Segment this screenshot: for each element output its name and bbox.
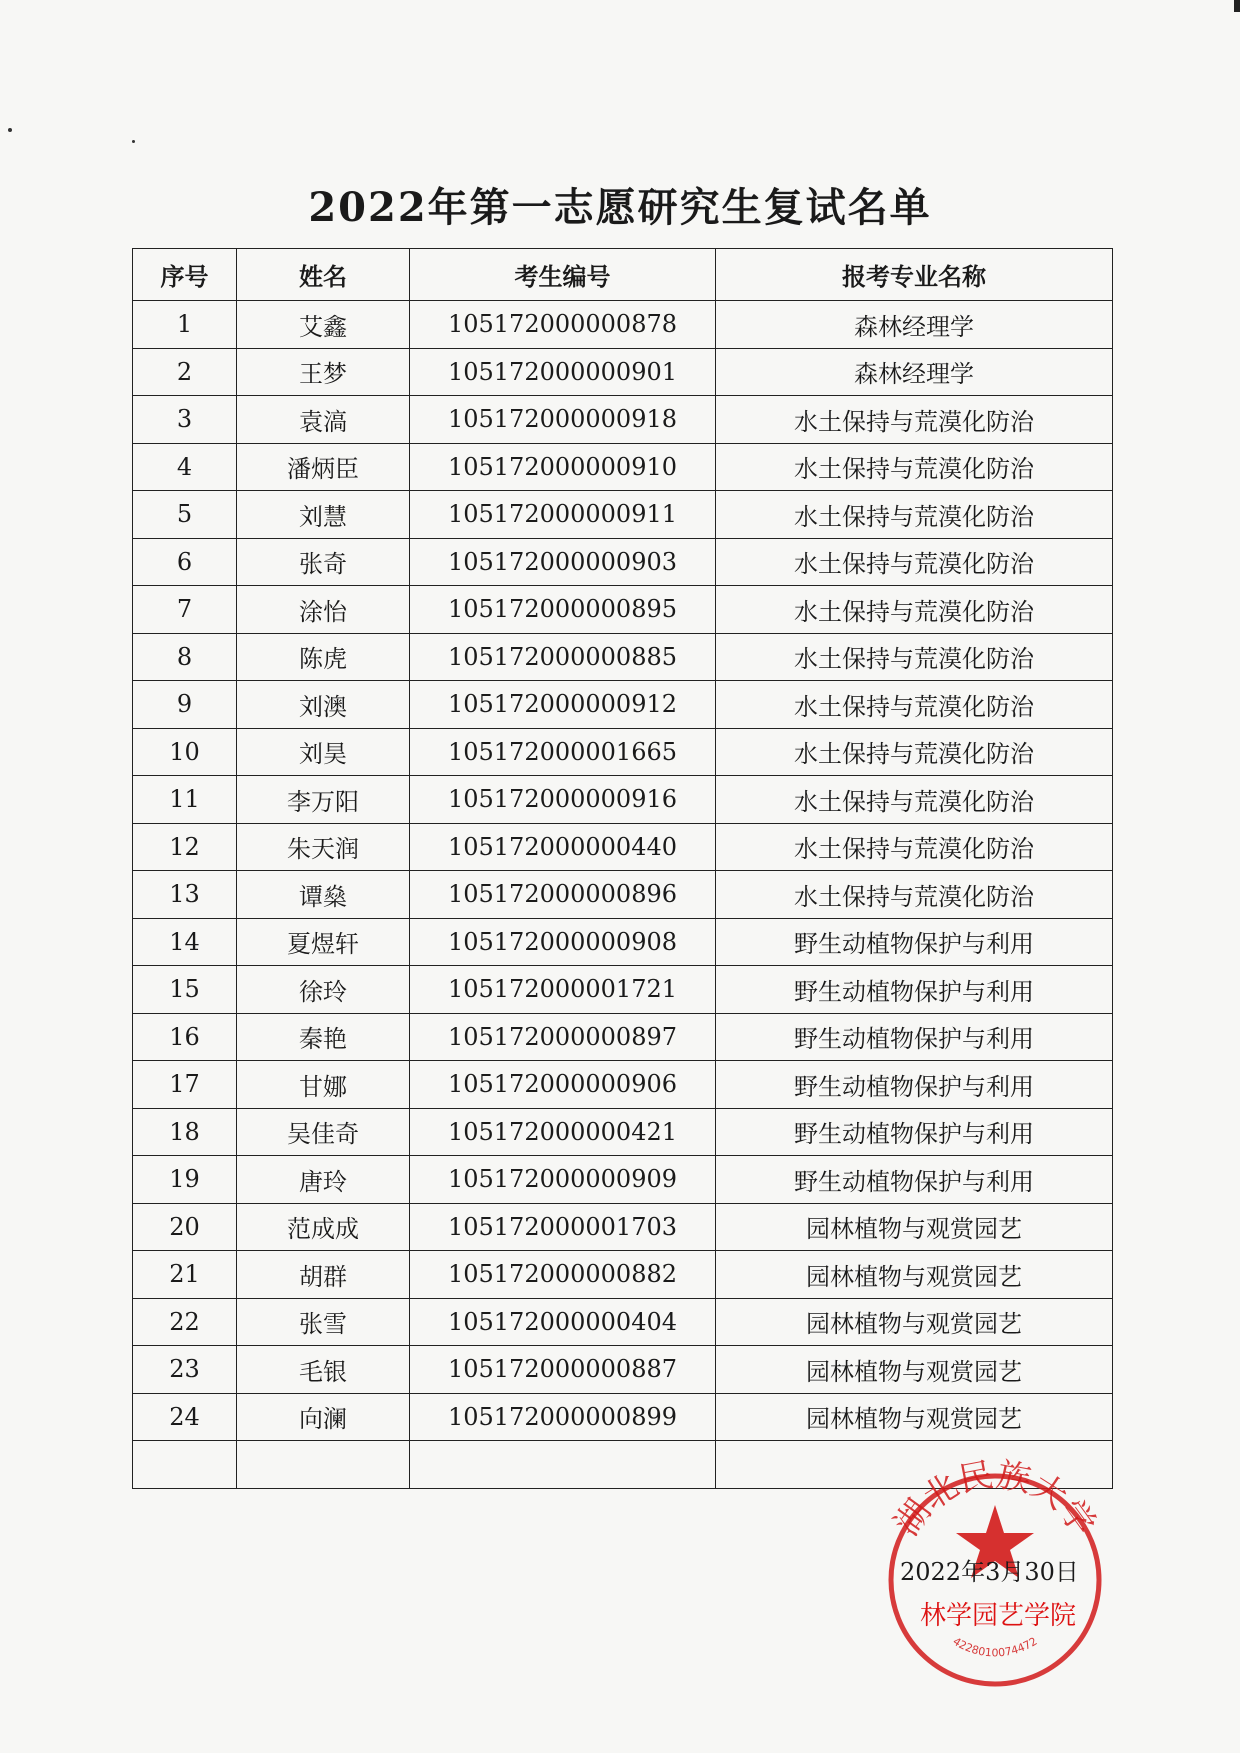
cell-exam-id: 105172000000878: [410, 301, 716, 349]
cell-major: 野生动植物保护与利用: [716, 1013, 1113, 1061]
cell-name: 陈虎: [237, 633, 410, 681]
stamp-serial: 4228010074472: [950, 1634, 1040, 1660]
table-row: [133, 871, 1113, 919]
table-row: [133, 728, 1113, 776]
header-major: 报考专业名称: [716, 249, 1113, 301]
cell-major: 水土保持与荒漠化防治: [716, 396, 1113, 444]
cell-name: 张雪: [237, 1298, 410, 1346]
cell-exam-id: 105172000000911: [410, 491, 716, 539]
cell-serial: 5: [133, 491, 237, 539]
cell-name: 潘炳臣: [237, 443, 410, 491]
cell-serial: 11: [133, 776, 237, 824]
cell-major: 水土保持与荒漠化防治: [716, 681, 1113, 729]
cell-name: 范成成: [237, 1203, 410, 1251]
table-row: [133, 348, 1113, 396]
cell-serial: 14: [133, 918, 237, 966]
cell-major: 园林植物与观赏园艺: [716, 1346, 1113, 1394]
cell-name: 谭燊: [237, 871, 410, 919]
cell-name: 毛银: [237, 1346, 410, 1394]
cell-exam-id: 105172000000882: [410, 1251, 716, 1299]
cell-serial: 24: [133, 1393, 237, 1441]
table-row: [133, 586, 1113, 634]
cell-serial: 13: [133, 871, 237, 919]
table-row: [133, 1108, 1113, 1156]
cell-serial: 22: [133, 1298, 237, 1346]
cell-major: 野生动植物保护与利用: [716, 1108, 1113, 1156]
table-row: [133, 443, 1113, 491]
cell-name: 刘澳: [237, 681, 410, 729]
cell-name: [237, 1441, 410, 1489]
table-row: [133, 633, 1113, 681]
cell-major: 园林植物与观赏园艺: [716, 1298, 1113, 1346]
cell-name: 王梦: [237, 348, 410, 396]
table-row: [133, 1346, 1113, 1394]
cell-name: 张奇: [237, 538, 410, 586]
cell-major: 水土保持与荒漠化防治: [716, 776, 1113, 824]
table-row: [133, 776, 1113, 824]
cell-major: 水土保持与荒漠化防治: [716, 633, 1113, 681]
cell-major: 园林植物与观赏园艺: [716, 1251, 1113, 1299]
header-serial: 序号: [133, 249, 237, 301]
cell-name: 秦艳: [237, 1013, 410, 1061]
cell-serial: 16: [133, 1013, 237, 1061]
cell-exam-id: 105172000000887: [410, 1346, 716, 1394]
table-row: [133, 1013, 1113, 1061]
table-header-row: [133, 249, 1113, 301]
cell-exam-id: 105172000000906: [410, 1061, 716, 1109]
cell-serial: 23: [133, 1346, 237, 1394]
cell-exam-id: 105172000000440: [410, 823, 716, 871]
table-row: [133, 301, 1113, 349]
cell-serial: 6: [133, 538, 237, 586]
cell-exam-id: 105172000000908: [410, 918, 716, 966]
cell-major: 森林经理学: [716, 301, 1113, 349]
cell-name: 甘娜: [237, 1061, 410, 1109]
cell-exam-id: 105172000000899: [410, 1393, 716, 1441]
department-name: 林学园艺学院: [920, 1601, 1077, 1631]
cell-name: 涂怡: [237, 586, 410, 634]
cell-serial: 9: [133, 681, 237, 729]
cell-exam-id: 105172000000895: [410, 586, 716, 634]
cell-major: 水土保持与荒漠化防治: [716, 538, 1113, 586]
cell-exam-id: 105172000001721: [410, 966, 716, 1014]
cell-serial: 3: [133, 396, 237, 444]
cell-major: 野生动植物保护与利用: [716, 918, 1113, 966]
cell-exam-id: [410, 1441, 716, 1489]
cell-major: 水土保持与荒漠化防治: [716, 586, 1113, 634]
table-row: [133, 1061, 1113, 1109]
cell-name: 夏煜轩: [237, 918, 410, 966]
cell-serial: 17: [133, 1061, 237, 1109]
table-row: [133, 681, 1113, 729]
table-row: [133, 1393, 1113, 1441]
cell-name: 刘昊: [237, 728, 410, 776]
table-row: [133, 396, 1113, 444]
cell-major: 森林经理学: [716, 348, 1113, 396]
header-exam-id: 考生编号: [410, 249, 716, 301]
cell-exam-id: 105172000000897: [410, 1013, 716, 1061]
table-row: [133, 1156, 1113, 1204]
cell-serial: 12: [133, 823, 237, 871]
cell-major: 园林植物与观赏园艺: [716, 1393, 1113, 1441]
cell-exam-id: 105172000000404: [410, 1298, 716, 1346]
cell-serial: 2: [133, 348, 237, 396]
cell-serial: 15: [133, 966, 237, 1014]
cell-major: 园林植物与观赏园艺: [716, 1203, 1113, 1251]
cell-name: 刘慧: [237, 491, 410, 539]
stamp-arc-text: 湖北民族大学: [886, 1454, 1104, 1544]
svg-text:4228010074472: [951, 1635, 1040, 1660]
table-row: [133, 918, 1113, 966]
cell-major: 水土保持与荒漠化防治: [716, 491, 1113, 539]
cell-exam-id: 105172000001665: [410, 728, 716, 776]
cell-serial: 10: [133, 728, 237, 776]
cell-name: 徐玲: [237, 966, 410, 1014]
cell-exam-id: 105172000000885: [410, 633, 716, 681]
cell-exam-id: 105172000000421: [410, 1108, 716, 1156]
cell-serial: 8: [133, 633, 237, 681]
cell-exam-id: 105172000000910: [410, 443, 716, 491]
table-row: [133, 966, 1113, 1014]
scan-speck: [8, 128, 12, 132]
table-row: [133, 1251, 1113, 1299]
table-row: [133, 823, 1113, 871]
cell-exam-id: 105172000001703: [410, 1203, 716, 1251]
table-row: [133, 491, 1113, 539]
cell-serial: 1: [133, 301, 237, 349]
cell-exam-id: 105172000000901: [410, 348, 716, 396]
cell-exam-id: 105172000000909: [410, 1156, 716, 1204]
cell-name: 向澜: [237, 1393, 410, 1441]
cell-exam-id: 105172000000912: [410, 681, 716, 729]
cell-name: 李万阳: [237, 776, 410, 824]
roster-body: [133, 301, 1113, 1489]
cell-serial: 21: [133, 1251, 237, 1299]
issue-date: 2022年3月30日: [900, 1558, 1079, 1586]
cell-exam-id: 105172000000903: [410, 538, 716, 586]
cell-name: 袁滈: [237, 396, 410, 444]
cell-name: 吴佳奇: [237, 1108, 410, 1156]
cell-serial: 18: [133, 1108, 237, 1156]
cell-major: 野生动植物保护与利用: [716, 1061, 1113, 1109]
page-edge-mark: [1234, 0, 1240, 12]
scan-speck: [132, 140, 135, 143]
table-row: [133, 538, 1113, 586]
table-row: [133, 1298, 1113, 1346]
cell-exam-id: 105172000000916: [410, 776, 716, 824]
cell-serial: 20: [133, 1203, 237, 1251]
cell-serial: [133, 1441, 237, 1489]
cell-name: 艾鑫: [237, 301, 410, 349]
roster-table: [132, 248, 1113, 1489]
cell-major: 水土保持与荒漠化防治: [716, 823, 1113, 871]
cell-major: 水土保持与荒漠化防治: [716, 728, 1113, 776]
cell-name: 朱天润: [237, 823, 410, 871]
cell-name: 胡群: [237, 1251, 410, 1299]
cell-name: 唐玲: [237, 1156, 410, 1204]
page-title: 2022年第一志愿研究生复试名单: [308, 184, 932, 231]
header-name: 姓名: [237, 249, 410, 301]
cell-serial: 7: [133, 586, 237, 634]
cell-major: 野生动植物保护与利用: [716, 966, 1113, 1014]
cell-serial: 19: [133, 1156, 237, 1204]
table-row: [133, 1203, 1113, 1251]
cell-major: 水土保持与荒漠化防治: [716, 871, 1113, 919]
cell-serial: 4: [133, 443, 237, 491]
cell-exam-id: 105172000000896: [410, 871, 716, 919]
cell-major: 野生动植物保护与利用: [716, 1156, 1113, 1204]
cell-major: 水土保持与荒漠化防治: [716, 443, 1113, 491]
cell-exam-id: 105172000000918: [410, 396, 716, 444]
